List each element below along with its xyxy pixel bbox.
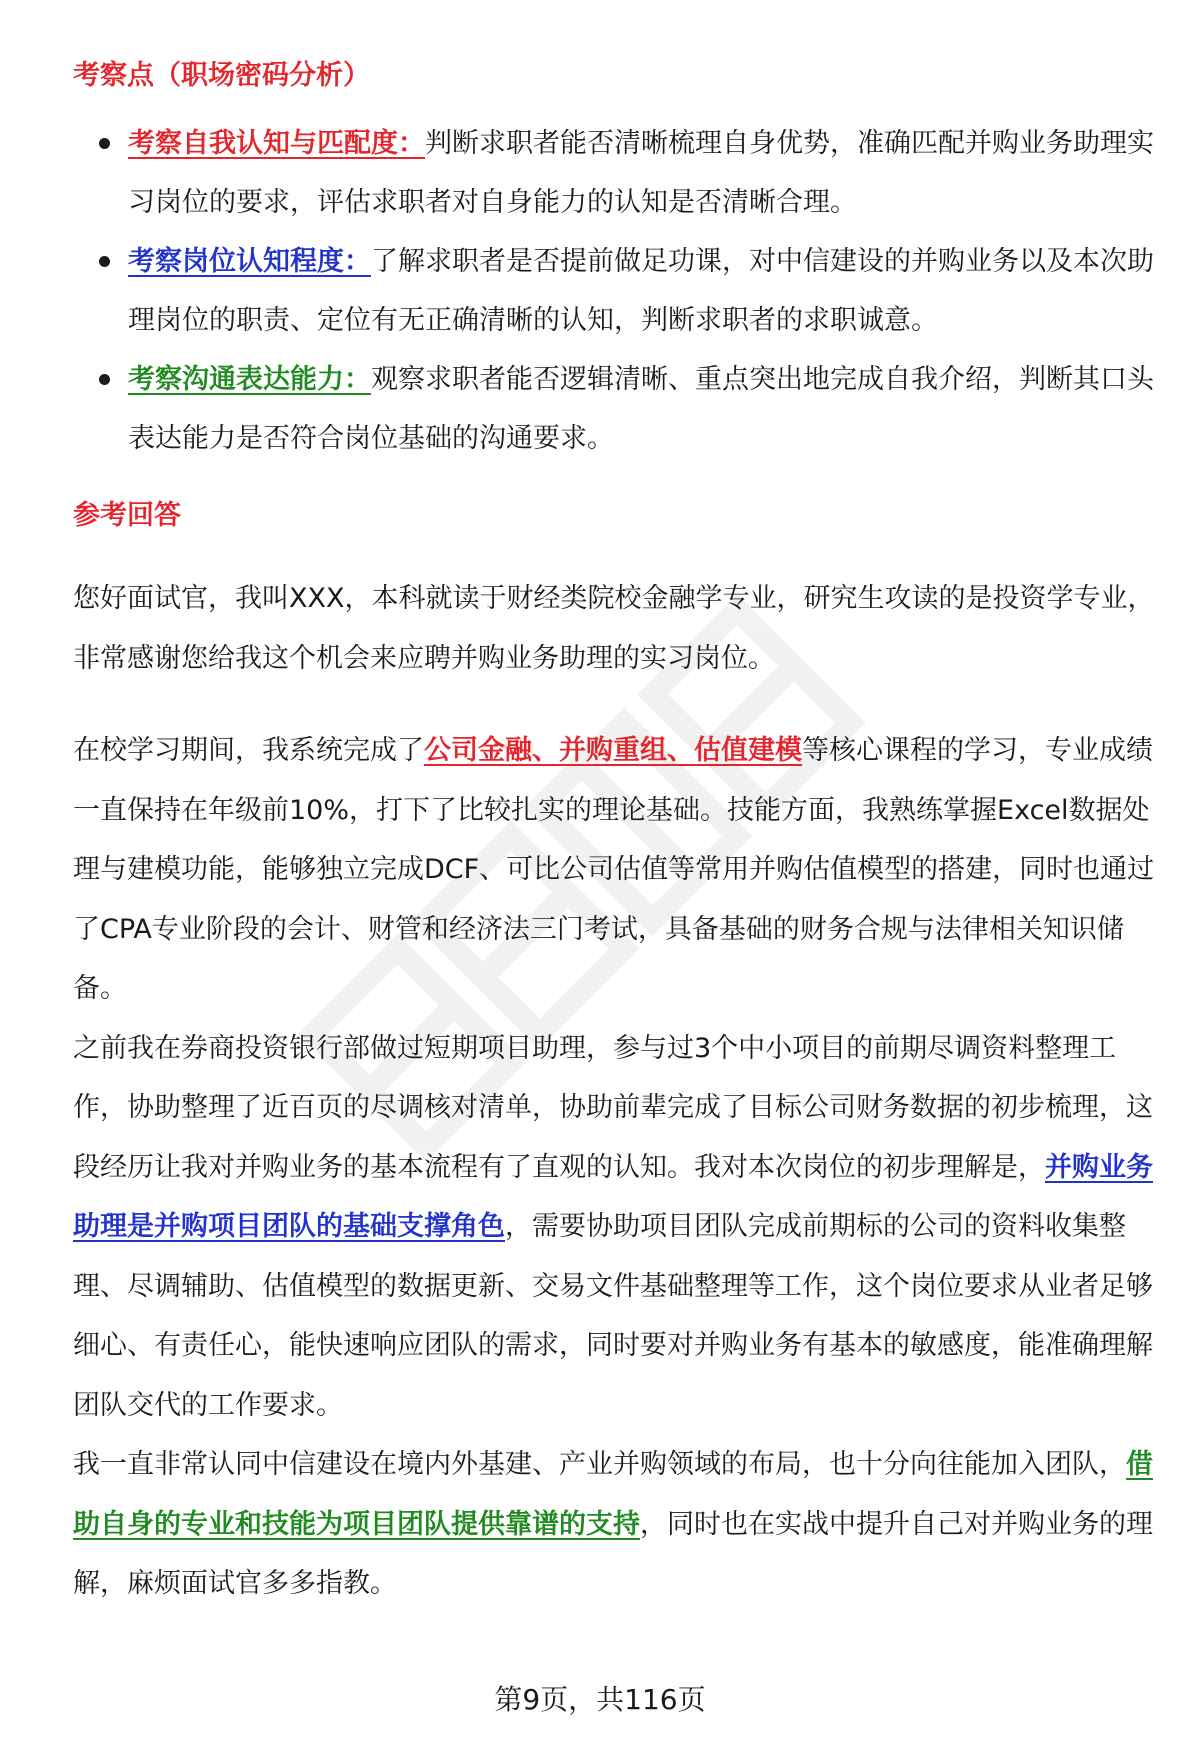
highlight-role: 并购业务助理是并购项目团队的基础支撑角色 [73, 1151, 1153, 1242]
paragraph-text: 我一直非常认同中信建设在境内外基建、产业并购领域的布局，也十分向往能加入团队， [73, 1449, 1126, 1480]
point-text: 观察求职者能否逻辑清晰、重点突出地完成自我介绍，判断其口头表达能力是否符合岗位基础的沟通要求。 [128, 364, 1154, 454]
answer-paragraph-experience [73, 1019, 1158, 1436]
paragraph-text: ，需要协助项目团队完成前期标的公司的资料收集整理、尽调辅助、估值模型的数据更新、交易文件基础整理等工作，这个岗位要求从业者足够细心、有责任心，能快速响应团队的需求，同时要对并购业务有基本的敏感度，能准确理解团队交代的工作要求。 [73, 1211, 1153, 1421]
point-text: 判断求职者能否清晰梳理自身优势，准确匹配并购业务助理实习岗位的要求，评估求职者对自身能力的认知是否清晰合理。 [128, 128, 1154, 218]
point-label: 考察岗位认知程度： [128, 246, 371, 277]
point-label: 考察自我认知与匹配度： [128, 128, 425, 159]
paragraph-text: ，同时也在实战中提升自己对并购业务的理解，麻烦面试官多多指教。 [73, 1508, 1153, 1599]
bullet-dot-icon [99, 374, 110, 385]
answer-paragraph-study [73, 721, 1158, 1019]
page-content [73, 56, 1158, 1614]
observation-heading: 考察点（职场密码分析） [73, 60, 370, 91]
paragraph-text: 之前我在券商投资银行部做过短期项目助理，参与过3个中小项目的前期尽调资料整理工作，协助整理了近百页的尽调核对清单，协助前辈完成了目标公司财务数据的初步梳理，这段经历让我对并购业务的基本流程有了直观的认知。我对本次岗位的初步理解是， [73, 1032, 1153, 1183]
point-label: 考察沟通表达能力： [128, 364, 371, 395]
list-item [73, 350, 1158, 468]
reference-heading: 参考回答 [73, 500, 181, 531]
paragraph-text: 在校学习期间，我系统完成了 [73, 735, 424, 766]
highlight-courses: 公司金融、并购重组、估值建模 [424, 735, 802, 766]
answer-paragraph-intro: 您好面试官，我叫XXX，本科就读于财经类院校金融学专业，研究生攻读的是投资学专业，非常感谢您给我这个机会来应聘并购业务助理的实习岗位。 [73, 583, 1155, 674]
bullet-dot-icon [99, 138, 110, 149]
answer-paragraph-closing [73, 1435, 1158, 1614]
point-text: 了解求职者是否提前做足功课，对中信建设的并购业务以及本次助理岗位的职责、定位有无正确清晰的认知，判断求职者的求职诚意。 [128, 246, 1154, 336]
page-number: 第9页，共116页 [494, 1683, 706, 1716]
bullet-dot-icon [99, 256, 110, 267]
highlight-support: 借助自身的专业和技能为项目团队提供靠谱的支持 [73, 1449, 1153, 1540]
list-item [73, 232, 1158, 350]
paragraph-text: 等核心课程的学习，专业成绩一直保持在年级前10%，打下了比较扎实的理论基础。技能方面，我熟练掌握Excel数据处理与建模功能，能够独立完成DCF、可比公司估值等常用并购估值模型的搭建，同时也通过了CPA专业阶段的会计、财管和经济法三门考试，具备基础的财务合规与法律相关知识储备。 [73, 735, 1155, 1004]
observation-list [73, 114, 1158, 468]
list-item [73, 114, 1158, 232]
